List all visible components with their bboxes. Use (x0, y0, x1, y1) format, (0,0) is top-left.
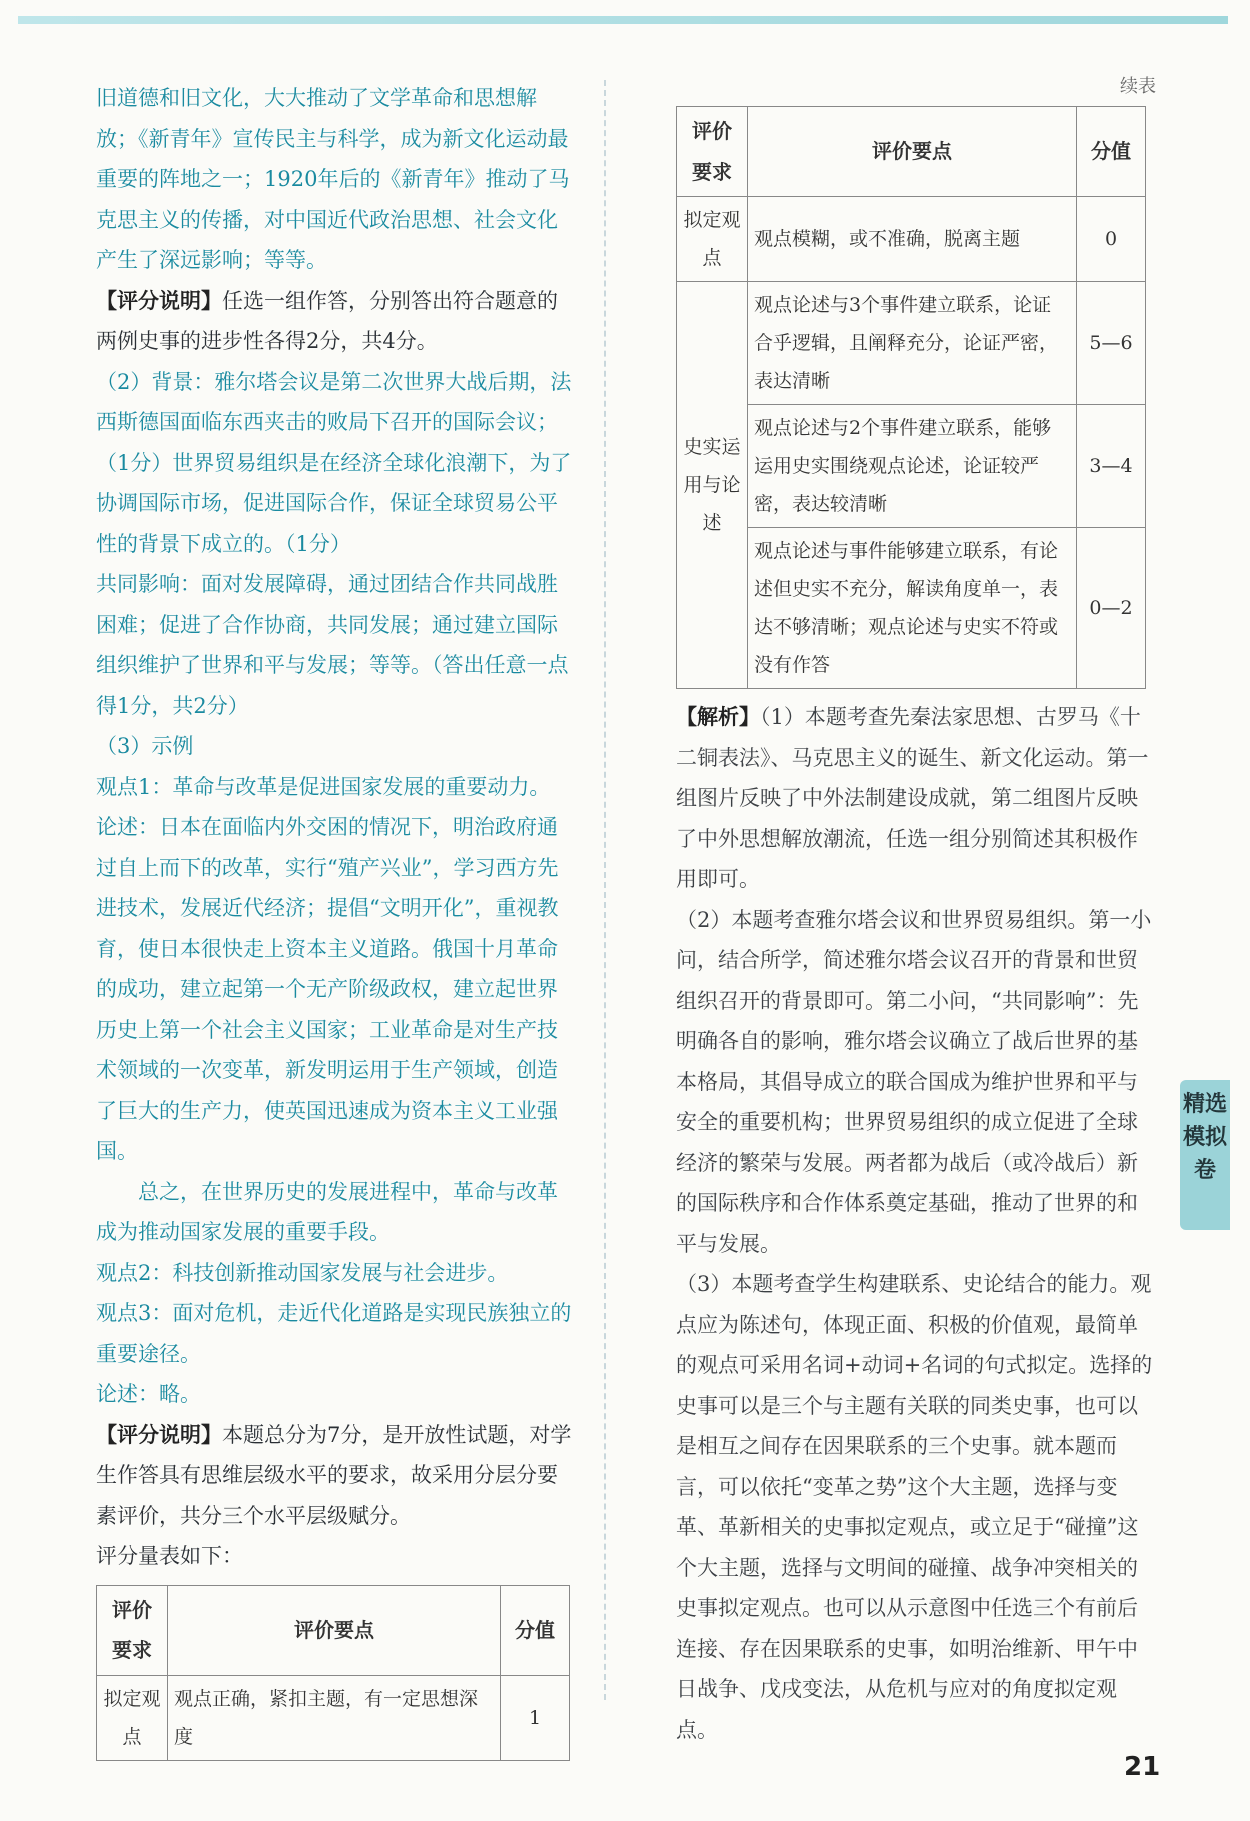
answer-paragraph: 论述：略。 (96, 1382, 201, 1406)
scoring-note (96, 281, 574, 362)
table-cell: 观点正确，紧扣主题，有一定思想深度 (168, 1675, 501, 1760)
answer-paragraph: 观点3：面对危机，走近代化道路是实现民族独立的重要途径。 (96, 1301, 572, 1366)
table-header: 评价要求 (677, 107, 748, 197)
section-side-tab: 精选模拟卷 (1180, 1080, 1230, 1230)
answer-paragraph: 共同影响：面对发展障碍，通过团结合作共同战胜困难；促进了合作协商，共同发展；通过建立国际组织维护了世界和平与发展；等等。（答出任意一点得1分，共2分） (96, 572, 569, 718)
scoring-note (96, 1415, 574, 1537)
answer-paragraph: 旧道德和旧文化，大大推动了文学革命和思想解放；《新青年》宣传民主与科学，成为新文化运动最重要的阵地之一；1920年后的《新青年》推动了马克思主义的传播，对中国近代政治思想、社会文化产生了深远影响；等等。 (96, 86, 570, 272)
continued-label: 续表 (1120, 76, 1156, 97)
answer-paragraph: 观点2：科技创新推动国家发展与社会进步。 (96, 1260, 509, 1285)
answer-paragraph: （3）示例 (96, 734, 194, 758)
answer-paragraph: 论述：日本在面临内外交困的情况下，明治政府通过自上而下的改革，实行“殖产兴业”，学习西方先进技术，发展近代经济；提倡“文明开化”，重视教育，使日本很快走上资本主义道路。俄国十月革命的成功，建立起第一个无产阶级政权，建立起世界历史上第一个社会主义国家；工业革命是对生产技术领域的一次变革，新发明运用于生产领域，创造了巨大的生产力，使英国迅速成为资本主义工业强国。 (96, 815, 559, 1163)
scoring-note-tag: 【评分说明】 (96, 288, 222, 313)
table-header: 评价要点 (168, 1585, 501, 1675)
table-cell: 观点论述与3个事件建立联系，论证合乎逻辑，且阐释充分，论证严密，表达清晰 (748, 282, 1077, 405)
table-cell: 观点模糊，或不准确，脱离主题 (748, 197, 1077, 282)
table-cell: 观点论述与2个事件建立联系，能够运用史实围绕观点论述，论证较严密，表达较清晰 (748, 405, 1077, 528)
table-intro: 评分量表如下： (96, 1544, 243, 1568)
table-header-row (677, 107, 1146, 197)
answer-paragraph: （2）背景：雅尔塔会议是第二次世界大战后期，法西斯德国面临东西夹击的败局下召开的国际会议；（1分）世界贸易组织是在经济全球化浪潮下，为了协调国际市场，促进国际合作，保证全球贸易公平性的背景下成立的。（1分） (96, 369, 572, 556)
analysis-paragraph: （3）本题考查学生构建联系、史论结合的能力。观点应为陈述句，体现正面、积极的价值观，最简单的观点可采用名词+动词+名词的句式拟定。选择的史事可以是三个与主题有关联的同类史事，也可以是相互之间存在因果联系的三个史事。就本题而言，可以依托“变革之势”这个大主题，选择与变革、革新相关的史事拟定观点，或立足于“碰撞”这个大主题，选择与文明间的碰撞、战争冲突相关的史事拟定观点。也可以从示意图中任选三个有前后连接、存在因果联系的史事，如明治维新、甲午中日战争、戊戌变法，从危机与应对的角度拟定观点。 (676, 1272, 1153, 1742)
scoring-note-text: 任选一组作答，分别答出符合题意的两例史事的进步性各得2分，共4分。 (96, 288, 558, 353)
answer-paragraph: 观点1：革命与改革是促进国家发展的重要动力。 (96, 774, 551, 799)
left-column (96, 78, 574, 1761)
analysis-paragraph: （2）本题考查雅尔塔会议和世界贸易组织。第一小问，结合所学，简述雅尔塔会议召开的背景和世贸组织召开的背景即可。第二小问，“共同影响”：先明确各自的影响，雅尔塔会议确立了战后世界的基本格局，其倡导成立的联合国成为维护世界和平与安全的重要机构；世界贸易组织的成立促进了全球经济的繁荣与发展。两者都为战后（或冷战后）新的国际秩序和合作体系奠定基础，推动了世界的和平与发展。 (676, 907, 1152, 1256)
table-row (97, 1675, 570, 1760)
table-header: 评价要点 (748, 107, 1077, 197)
table-cell: 5—6 (1077, 282, 1146, 405)
analysis-paragraph (676, 697, 1156, 900)
table-row (677, 405, 1146, 528)
column-divider (604, 80, 606, 1700)
right-column (676, 78, 1156, 1750)
table-header-row (97, 1585, 570, 1675)
table-cell: 拟定观点 (97, 1675, 168, 1760)
scoring-note-tag: 【评分说明】 (96, 1422, 222, 1447)
table-cell: 观点论述与事件能够建立联系，有论述但史实不充分，解读角度单一，表达不够清晰；观点论述与史实不符或没有作答 (748, 528, 1077, 689)
scoring-note-text: 本题总分为7分，是开放性试题，对学生作答具有思维层级水平的要求，故采用分层分要素评价，共分三个水平层级赋分。 (96, 1422, 572, 1528)
table-header: 分值 (1077, 107, 1146, 197)
scoring-table (96, 1585, 570, 1761)
top-color-bar (18, 16, 1228, 24)
table-header: 分值 (501, 1585, 570, 1675)
table-cell: 拟定观点 (677, 197, 748, 282)
table-header: 评价要求 (97, 1585, 168, 1675)
scoring-table-continued (676, 106, 1146, 689)
answer-paragraph: 总之，在世界历史的发展进程中，革命与改革成为推动国家发展的重要手段。 (96, 1179, 558, 1244)
table-row (677, 282, 1146, 405)
table-cell: 1 (501, 1675, 570, 1760)
analysis-tag: 【解析】 (676, 705, 760, 729)
table-cell: 0—2 (1077, 528, 1146, 689)
page-number: 21 (1124, 1752, 1161, 1782)
table-cell-group: 史实运用与论述 (677, 282, 748, 689)
analysis-text: （1）本题考查先秦法家思想、古罗马《十二铜表法》、马克思主义的诞生、新文化运动。第一组图片反映了中外法制建设成就，第二组图片反映了中外思想解放潮流，任选一组分别简述其积极作用即可。 (676, 705, 1149, 891)
table-cell: 3—4 (1077, 405, 1146, 528)
table-cell: 0 (1077, 197, 1146, 282)
table-row (677, 197, 1146, 282)
table-row (677, 528, 1146, 689)
